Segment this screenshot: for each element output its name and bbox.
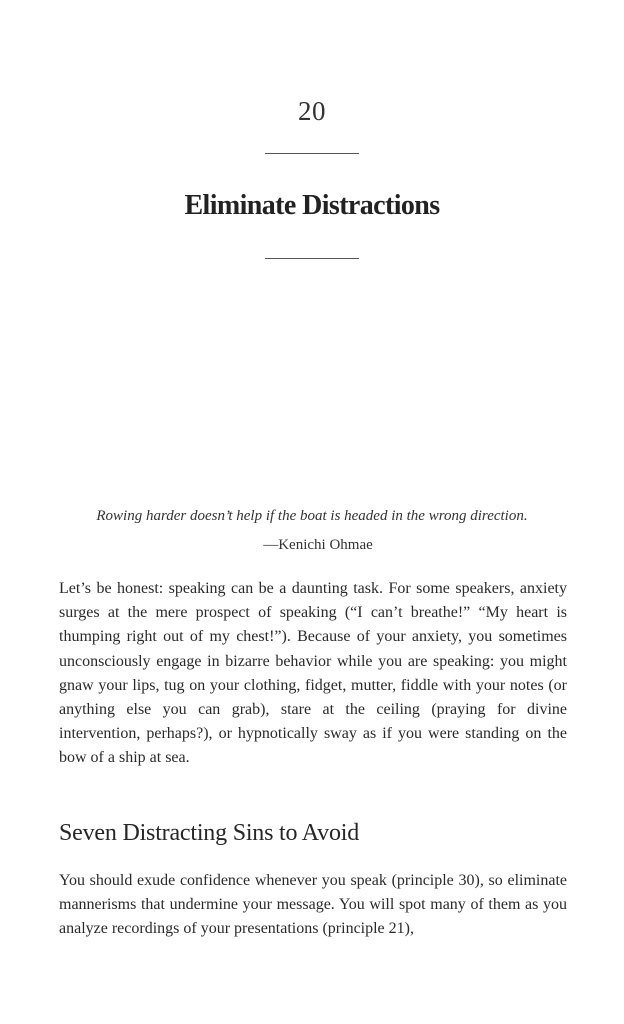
divider-bottom	[265, 258, 359, 259]
chapter-number: 20	[298, 96, 326, 126]
epigraph-quote: Rowing harder doesn’t help if the boat is headed in the wrong direction.	[96, 508, 528, 524]
body-paragraph-2: You should exude confidence whenever you speak (principle 30), so eliminate mannerisms that undermine your message. You will spot many of them as you analyze recordings of your presentations (principle 21),	[59, 872, 567, 938]
chapter-title: Eliminate Distractions	[184, 190, 440, 221]
body-paragraph-1: Let’s be honest: speaking can be a daunting task. For some speakers, anxiety surges at the mere prospect of speaking (“I can’t breathe!” “My heart is thumping right out of my chest!”). Because of your anxiety, you sometimes unconsciously engage in bizarre behavior while you are speaking: you might gnaw your lips, tug on your clothing, fidget, mutter, fiddle with your notes (or anything else you can grab), stare at the ceiling (praying for divine intervention, perhaps?), or hypnotically sway as if you were standing on the bow of a ship at sea.	[59, 580, 567, 767]
divider-top	[265, 153, 359, 154]
epigraph-attribution: —Kenichi Ohmae	[263, 537, 373, 553]
section-heading: Seven Distracting Sins to Avoid	[59, 820, 360, 846]
